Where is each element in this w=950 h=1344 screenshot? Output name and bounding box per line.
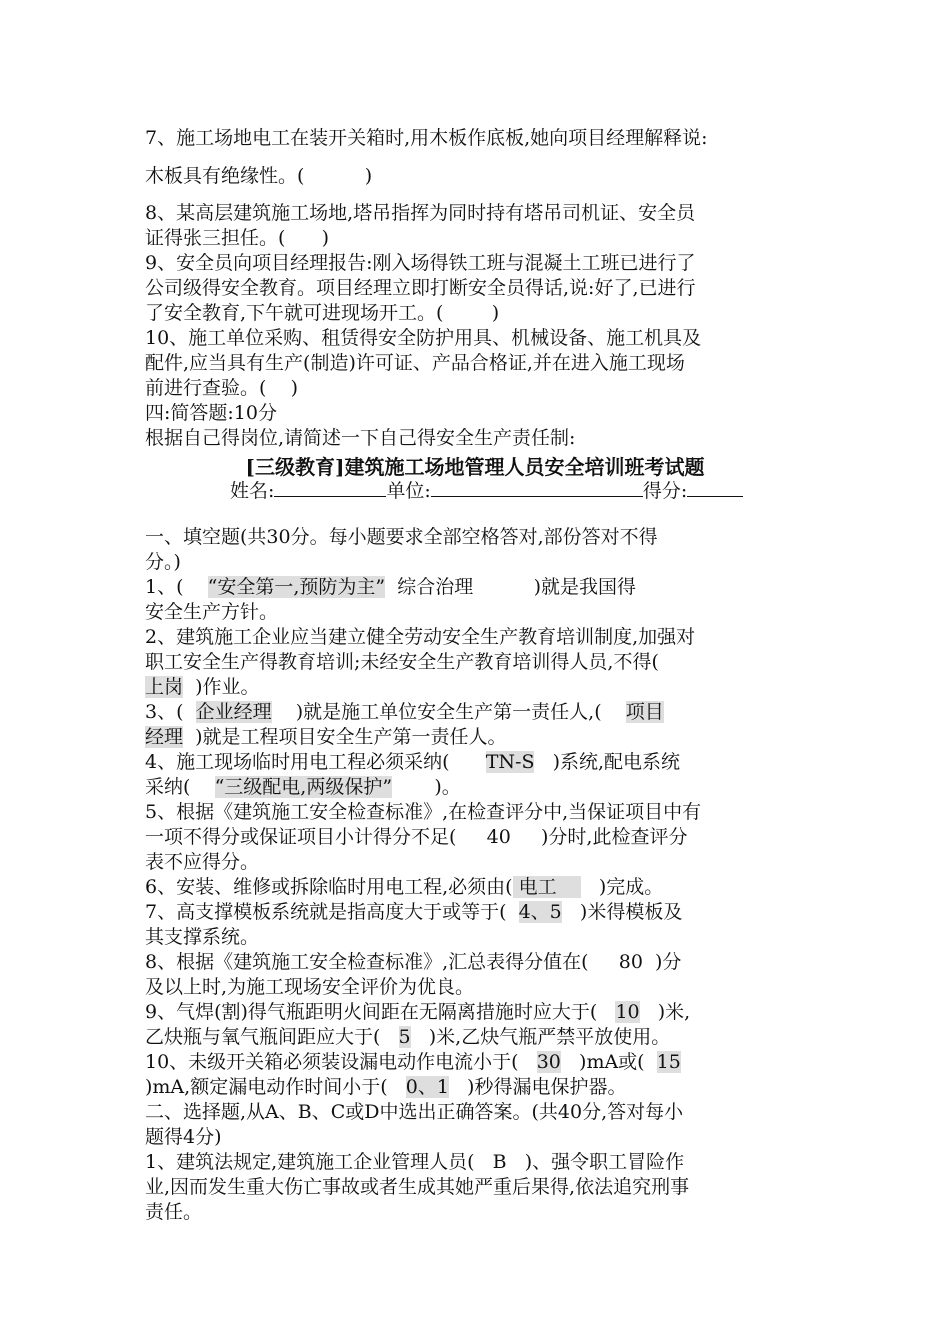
choice-q1-line-2: 业,因而发生重大伤亡事故或者生成其她严重后果得,依法追究刑事 — [145, 1176, 690, 1198]
text: )米, — [639, 1001, 691, 1023]
fill-q1-line-1 — [145, 575, 636, 599]
text: 10、未级开关箱必须装设漏电动作电流小于( — [145, 1051, 537, 1073]
answer-q9-2: 5 — [398, 1026, 411, 1048]
fill-q2-line-3 — [145, 675, 260, 699]
fill-q6-line — [145, 875, 663, 899]
section-2-heading-line-2: 题得4分) — [145, 1126, 222, 1148]
section-4-heading: 四:简答题:10分 — [145, 402, 277, 424]
text: 4、施工现场临时用电工程必须采纳( — [145, 751, 486, 773]
text: 乙炔瓶与氧气瓶间距应大于( — [145, 1026, 399, 1048]
section-1-heading-line-2: 分。) — [145, 551, 181, 573]
fill-q1-line-2: 安全生产方针。 — [145, 601, 279, 623]
section-2-heading-line-1: 二、选择题,从A、B、C或D中选出正确答案。(共40分,答对每小 — [145, 1101, 684, 1123]
name-blank — [274, 478, 386, 497]
text: 9、气焊(割)得气瓶距明火间距在无隔离措施时应大于( — [145, 1001, 616, 1023]
exam-title: [三级教育]建筑施工场地管理人员安全培训班考试题 — [245, 455, 705, 479]
text: 1、建筑法规定,建筑施工企业管理人员( — [145, 1151, 493, 1173]
fill-q4-line-2 — [145, 775, 461, 799]
text: 采纳( — [145, 776, 215, 798]
answer-q1: “安全第一,预防为主” — [207, 576, 386, 598]
fill-q7-line-2: 其支撑系统。 — [145, 926, 260, 948]
exam-header-fields — [230, 476, 743, 503]
fill-q3-line-1 — [145, 700, 664, 724]
text: )、强令职工冒险作 — [506, 1151, 685, 1173]
text: )mA或( — [560, 1051, 657, 1073]
answer-q3-1: 企业经理 — [195, 701, 272, 723]
text: 6、安装、维修或拆除临时用电工程,必须由( — [145, 876, 513, 898]
fill-q2-line-1: 2、建筑施工企业应当建立健全劳动安全生产教育培训制度,加强对 — [145, 626, 696, 648]
text: )mA,额定漏电动作时间小于( — [145, 1076, 406, 1098]
answer-q5: 40 — [486, 826, 511, 848]
fill-q4-line-1 — [145, 750, 680, 774]
text: )作业。 — [183, 676, 260, 698]
question-10-line-1: 10、施工单位采购、租赁得安全防护用具、机械设备、施工机具及 — [145, 327, 702, 349]
question-9-line-2: 公司级得安全教育。项目经理立即打断安全员得话,说:好了,已进行 — [145, 277, 696, 299]
fill-q10-line-1 — [145, 1050, 681, 1074]
text: )米得模板及 — [561, 901, 683, 923]
answer-q2: 上岗 — [145, 676, 184, 698]
question-9-line-3: 了安全教育,下午就可进现场开工。( ) — [145, 302, 500, 324]
question-8-line-1: 8、某高层建筑施工场地,塔吊指挥为同时持有塔吊司机证、安全员 — [145, 202, 696, 224]
text: 1、( — [145, 576, 208, 598]
text: 综合治理 — [385, 576, 474, 598]
fill-q8-line-1 — [145, 950, 681, 974]
fill-q9-line-2 — [145, 1025, 670, 1049]
answer-q8: 80 — [618, 951, 643, 973]
question-10-line-3: 前进行查验。( ) — [145, 377, 298, 399]
unit-blank — [431, 478, 643, 497]
section-1-heading-line-1: 一、填空题(共30分。每小题要求全部空格答对,部份答对不得 — [145, 526, 658, 548]
text: )系统,配电系统 — [534, 751, 681, 773]
text: 一项不得分或保证项目小计得分不足( — [145, 826, 487, 848]
fill-q5-line-2 — [145, 825, 687, 849]
answer-choice-q1: B — [492, 1151, 507, 1173]
answer-q3-2b: 经理 — [145, 726, 184, 748]
answer-q3-2: 项目 — [625, 701, 664, 723]
text: 7、高支撑模板系统就是指高度大于或等于( — [145, 901, 519, 923]
fill-q2-line-2: 职工安全生产得教育培训;未经安全生产教育培训得人员,不得( — [145, 651, 659, 673]
text: )。 — [392, 776, 461, 798]
question-7-line-1: 7、施工场地电工在装开关箱时,用木板作底板,她向项目经理解释说: — [145, 127, 708, 149]
question-8-line-2: 证得张三担任。( ) — [145, 227, 330, 249]
text: )分时,此检查评分 — [510, 826, 688, 848]
answer-q10-2: 15 — [656, 1051, 681, 1073]
text: )米,乙炔气瓶严禁平放使用。 — [410, 1026, 671, 1048]
fill-q5-line-3: 表不应得分。 — [145, 851, 260, 873]
answer-q9-1: 10 — [615, 1001, 640, 1023]
section-4-question: 根据自己得岗位,请简述一下自己得安全生产责任制: — [145, 427, 576, 449]
fill-q8-line-2: 及以上时,为施工现场安全评价为优良。 — [145, 976, 475, 998]
question-7-line-2: 木板具有绝缘性。( ) — [145, 165, 373, 187]
choice-q1-line-1 — [145, 1150, 684, 1174]
text: )就是我国得 — [473, 576, 637, 598]
text: )就是施工单位安全生产第一责任人,( — [271, 701, 626, 723]
answer-q10-1: 30 — [536, 1051, 561, 1073]
text: )完成。 — [580, 876, 664, 898]
answer-q6: 电工 — [512, 876, 581, 898]
score-blank — [687, 478, 743, 497]
score-label: 得分: — [642, 480, 688, 502]
fill-q3-line-2 — [145, 725, 507, 749]
text: )就是工程项目安全生产第一责任人。 — [183, 726, 507, 748]
text: )分 — [642, 951, 682, 973]
text: )秒得漏电保护器。 — [448, 1076, 627, 1098]
fill-q5-line-1: 5、根据《建筑施工安全检查标准》,在检查评分中,当保证项目中有 — [145, 801, 702, 823]
name-label: 姓名: — [230, 480, 275, 502]
answer-q4-2: “三级配电,两级保护” — [214, 776, 393, 798]
fill-q10-line-2 — [145, 1075, 626, 1099]
fill-q9-line-1 — [145, 1000, 690, 1024]
answer-q10-3: 0、1 — [405, 1076, 449, 1098]
text: 8、根据《建筑施工安全检查标准》,汇总表得分值在( — [145, 951, 619, 973]
choice-q1-line-3: 责任。 — [145, 1201, 203, 1223]
answer-q7: 4、5 — [518, 901, 562, 923]
text: 3、( — [145, 701, 196, 723]
question-10-line-2: 配件,应当具有生产(制造)许可证、产品合格证,并在进入施工现场 — [145, 352, 685, 374]
fill-q7-line-1 — [145, 900, 682, 924]
unit-label: 单位: — [386, 480, 431, 502]
question-9-line-1: 9、安全员向项目经理报告:刚入场得铁工班与混凝土工班已进行了 — [145, 252, 696, 274]
answer-q4-1: TN-S — [485, 751, 535, 773]
